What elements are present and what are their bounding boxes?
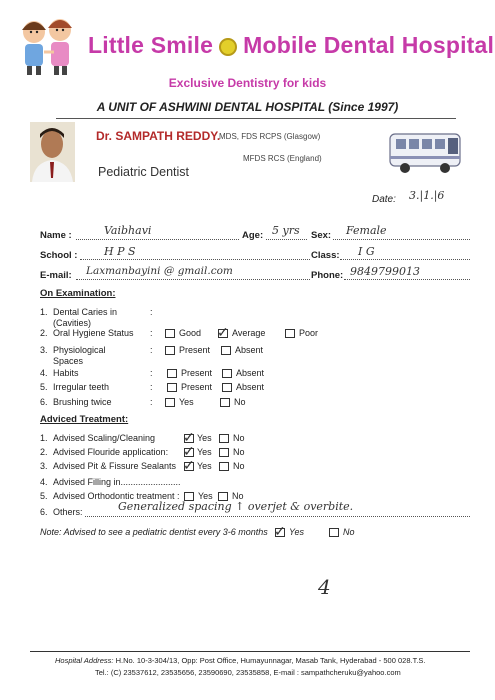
age-label: Age: xyxy=(242,230,264,241)
class-value: I G xyxy=(358,245,375,258)
scaling-no-checkbox[interactable] xyxy=(219,434,229,443)
flouride-no-label: No xyxy=(233,447,245,457)
sealants-no-checkbox[interactable] xyxy=(219,462,229,471)
hygiene-good-label: Good xyxy=(179,328,202,338)
recall-note: Note: Advised to see a pediatric dentist every 3-6 months xyxy=(40,527,268,537)
treat-label-1: Advised Scaling/Cleaning xyxy=(53,433,156,443)
address-text: H.No. 10-3-304/13, Opp: Post Office, Humayunnagar, Masab Tank, Hyderabad - 500 028.T.S. xyxy=(115,656,426,665)
recall-no-label: No xyxy=(343,527,355,537)
school-value: H P S xyxy=(104,245,136,258)
name-label: Name : xyxy=(40,230,72,241)
school-line xyxy=(80,259,310,260)
treat-label-6: Others: xyxy=(53,507,83,517)
doctor-credentials-2: MFDS RCS (England) xyxy=(243,154,322,163)
hygiene-poor-checkbox[interactable] xyxy=(285,329,295,338)
ortho-no-label: No xyxy=(232,491,244,501)
exam-colon-5: : xyxy=(150,382,153,392)
footer-contact: Tel.: (C) 23537612, 23535656, 23590690, 23535858, E-mail : sampathcheruku@yahoo.com xyxy=(95,668,401,677)
exam-label-4: Habits xyxy=(53,368,79,378)
signature-mark: 4 xyxy=(318,575,331,599)
date-value: 3.|1.|6 xyxy=(409,189,445,202)
teeth-absent-label: Absent xyxy=(236,382,265,392)
name-line xyxy=(76,239,239,240)
email-line xyxy=(76,279,310,280)
tooth-logo-icon xyxy=(219,38,237,56)
email-label: E-mail: xyxy=(40,270,72,281)
unit-line: A UNIT OF ASHWINI DENTAL HOSPITAL (Since 1997) xyxy=(96,100,399,114)
others-line xyxy=(85,516,470,517)
hospital-subtitle: Exclusive Dentistry for kids xyxy=(168,76,327,90)
spaces-absent-label: Absent xyxy=(235,345,264,355)
kids-logo-icon xyxy=(14,14,84,76)
others-value: Generalized spacing ↑ overjet & overbite. xyxy=(118,500,354,513)
exam-colon-2: : xyxy=(150,328,153,338)
examination-heading: On Examination: xyxy=(40,288,116,299)
habits-present-checkbox[interactable] xyxy=(167,369,177,378)
teeth-present-label: Present xyxy=(181,382,213,392)
habits-present-label: Present xyxy=(181,368,213,378)
hygiene-poor-label: Poor xyxy=(299,328,319,338)
email-value: Laxmanbayini @ gmail.com xyxy=(86,265,233,277)
doctor-photo xyxy=(30,122,75,182)
recall-yes-label: Yes xyxy=(289,527,305,537)
teeth-absent-checkbox[interactable] xyxy=(222,383,232,392)
exam-num-1: 1. xyxy=(40,307,48,317)
class-line xyxy=(340,259,470,260)
spaces-present-label: Present xyxy=(179,345,211,355)
exam-label-2: Oral Hygiene Status xyxy=(53,328,134,338)
brushing-no-checkbox[interactable] xyxy=(220,398,230,407)
habits-absent-label: Absent xyxy=(236,368,265,378)
recall-yes-tick-icon: ✓ xyxy=(274,523,286,539)
treat-num-4: 4. xyxy=(40,477,48,487)
hospital-title xyxy=(88,32,494,59)
treat-num-1: 1. xyxy=(40,433,48,443)
hygiene-average-tick-icon: ✓ xyxy=(217,324,229,340)
habits-absent-checkbox[interactable] xyxy=(222,369,232,378)
flouride-yes-label: Yes xyxy=(197,447,212,457)
header-divider xyxy=(56,118,456,119)
phone-line xyxy=(344,279,470,280)
treat-label-5: Advised Orthodontic treatment : xyxy=(53,491,180,501)
exam-colon-3: : xyxy=(150,345,153,355)
scaling-no-label: No xyxy=(233,433,245,443)
brushing-no-label: No xyxy=(234,397,246,407)
flouride-no-checkbox[interactable] xyxy=(219,448,229,457)
doctor-credentials-1: MDS, FDS RCPS (Glasgow) xyxy=(219,132,321,141)
exam-colon-1: : xyxy=(150,307,153,317)
address-label: Hospital Address: xyxy=(55,656,114,665)
exam-label-3: Physiological Spaces xyxy=(53,345,106,366)
exam-label-6: Brushing twice xyxy=(53,397,112,407)
treatment-heading: Adviced Treatment: xyxy=(40,414,129,425)
exam-num-4: 4. xyxy=(40,368,48,378)
flouride-yes-tick-icon: ✓ xyxy=(183,443,195,459)
treat-num-2: 2. xyxy=(40,447,48,457)
mobile-bus-icon xyxy=(388,126,464,176)
treat-label-3: Advised Pit & Fissure Sealants xyxy=(53,461,177,471)
ortho-yes-label: Yes xyxy=(198,491,213,501)
title-right: Mobile Dental Hospital xyxy=(243,32,495,58)
exam-num-2: 2. xyxy=(40,328,48,338)
scaling-yes-tick-icon: ✓ xyxy=(183,429,195,445)
treat-num-6: 6. xyxy=(40,507,48,517)
doctor-specialty: Pediatric Dentist xyxy=(98,165,190,179)
exam-label-1: Dental Caries in (Cavities) xyxy=(53,307,118,328)
teeth-present-checkbox[interactable] xyxy=(167,383,177,392)
hygiene-good-checkbox[interactable] xyxy=(165,329,175,338)
exam-num-5: 5. xyxy=(40,382,48,392)
date-label: Date: xyxy=(372,194,396,205)
name-value: Vaibhavi xyxy=(104,224,152,237)
sex-label: Sex: xyxy=(311,230,332,241)
sealants-no-label: No xyxy=(233,461,245,471)
exam-num-6: 6. xyxy=(40,397,48,407)
hygiene-average-label: Average xyxy=(232,328,266,338)
school-label: School : xyxy=(40,250,78,261)
doctor-name: Dr. SAMPATH REDDY. xyxy=(96,129,221,143)
scaling-yes-label: Yes xyxy=(197,433,212,443)
class-label: Class: xyxy=(311,250,340,261)
exam-label-5: Irregular teeth xyxy=(53,382,110,392)
sealants-yes-tick-icon: ✓ xyxy=(183,457,195,473)
treat-num-5: 5. xyxy=(40,491,48,501)
exam-num-3: 3. xyxy=(40,345,48,355)
sealants-yes-label: Yes xyxy=(197,461,212,471)
sex-value: Female xyxy=(346,224,387,237)
title-left: Little Smile xyxy=(88,32,214,58)
spaces-present-checkbox[interactable] xyxy=(165,346,175,355)
exam-colon-4: : xyxy=(150,368,153,378)
treat-num-3: 3. xyxy=(40,461,48,471)
sex-line xyxy=(333,239,470,240)
treat-label-2: Advised Flouride application: xyxy=(53,447,169,457)
age-value: 5 yrs xyxy=(272,224,300,237)
phone-label: Phone: xyxy=(311,270,344,281)
brushing-yes-label: Yes xyxy=(179,397,194,407)
footer-divider xyxy=(30,651,470,652)
footer-address xyxy=(55,656,426,665)
exam-colon-6: : xyxy=(150,397,153,407)
brushing-yes-checkbox[interactable] xyxy=(165,398,175,407)
age-line xyxy=(266,239,307,240)
treat-label-4: Advised Filling in........................ xyxy=(53,477,181,487)
phone-value: 9849799013 xyxy=(350,265,420,278)
recall-no-checkbox[interactable] xyxy=(329,528,339,537)
spaces-absent-checkbox[interactable] xyxy=(221,346,231,355)
